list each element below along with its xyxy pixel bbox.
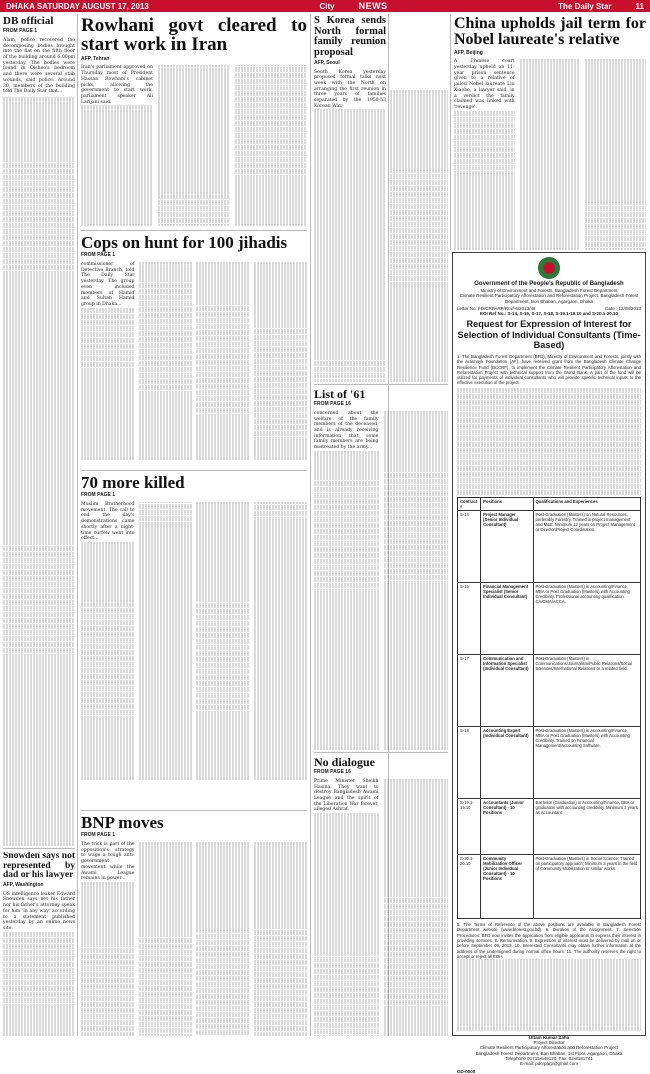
- article-body-lines: [314, 779, 448, 1036]
- article-body-lines: [3, 932, 75, 1036]
- bangladesh-govt-seal-icon: [538, 257, 560, 279]
- ad-ministry: Ministry of Environment and Forests, Bangladesh Forest Department: [480, 288, 618, 293]
- table-row: [458, 799, 641, 855]
- article-body-lines: [81, 502, 307, 780]
- ad-memo: Letter No: FD/CRPARP/Rcv/-6/2013/48: [457, 305, 536, 311]
- table-row: [458, 511, 641, 583]
- table-row: [458, 655, 641, 727]
- section-divider: [314, 752, 448, 753]
- signer-name: Uttam Kumar Saha: [528, 1034, 570, 1040]
- section-divider: [81, 230, 307, 231]
- article-text: commissioner of Detective Branch, told The Daily Star yesterday. The group even included members of Hamid and Sultan Hamid group in Dhaka...: [81, 262, 135, 307]
- page-number: 11: [635, 1, 644, 11]
- section-divider: [3, 848, 75, 849]
- cell-position: Financial Management Specialist (Senior Individual Consultant): [481, 583, 533, 655]
- article-list61: [314, 388, 448, 750]
- cell-contract: S-14: [458, 511, 481, 583]
- article-snowden: [3, 852, 75, 1036]
- cell-position: Project Manager (Senior Individual Consultant): [481, 511, 533, 583]
- article-skorea-cont: [390, 90, 448, 382]
- article-body-lines: [314, 411, 448, 750]
- byline: AFP, Seoul: [314, 59, 340, 66]
- col-position: Positions: [481, 498, 533, 511]
- headline: 70 more killed: [81, 474, 185, 492]
- byline: FROM PAGE 1: [81, 492, 116, 499]
- cell-qualification: Post-Graduation (Masters) in Communications/Journalism/Public Relations/Social Sciences/International Relations or a related field.: [533, 655, 640, 727]
- article-text: Prime Minister Sheikh Hasina. They want to destroy Bangladesh Awami League and the spirit of the Liberation War forever, alleged Ashraf.: [314, 778, 379, 813]
- article-body-lines: [3, 97, 75, 846]
- headline: BNP moves: [81, 814, 164, 832]
- masthead-bar: [0, 0, 650, 12]
- ad-notes: 5. The Terms of Reference of the above positions are available in Bangladesh Forest Department website (www.bforest.gov.bd). 6. Duration of the Assignment. 7. Selection Procedures: BFD now invites the application from eligible applicants to express their interest in providing services. 8. Remuneration. 9. Expression of interest must be delivered by mail on or before September 09, 2013. 10. Interested Consultants may obtain further information at the address of the undersigned during normal office hours. 11. The authority reserves the right to accept or reject all EOIs.: [457, 922, 641, 959]
- article-columns: [81, 65, 307, 226]
- byline: AFP, Washington: [3, 882, 44, 889]
- section-divider: [314, 384, 448, 385]
- cell-contract: S-19.1-19.10: [458, 799, 481, 855]
- article-body-lines: [314, 109, 386, 382]
- cell-qualification: Post-Graduation (Masters) in Accounting/Finance, MBA or Post Graduation (Masters) with Accounting Credibility. Professional accounting qualification CA/CMA/ACCA.: [533, 583, 640, 655]
- cell-position: Community Mobilization Officer (Junior Individual Consultant) - 10 Positions: [481, 855, 533, 919]
- headline: No dialogue: [314, 756, 376, 769]
- section-divider: [81, 810, 307, 811]
- section-city: City: [319, 1, 335, 11]
- cell-qualification: Bachelor (Graduation) in Accounting/Finance, BBA or graduation with accounting credibility. Minimum 3 years as Accountant.: [533, 799, 640, 855]
- table-header-row: [458, 498, 641, 511]
- headline: China upholds jail term for Nobel laureate's relative: [454, 16, 646, 49]
- government-advertisement: [452, 252, 646, 1074]
- ad-date: Date : 12/08/2013: [605, 305, 641, 311]
- headline: DB official: [3, 16, 54, 27]
- signer-telephone: Telephone 01715-649120, Fax: 02-8181741: [505, 1055, 593, 1061]
- signer-org: Climate Resilient Participatory Afforestation and Reforestation Project: [479, 1045, 619, 1051]
- byline: AFP, Tehran: [81, 55, 110, 62]
- byline: FROM PAGE 16: [314, 769, 351, 776]
- article-columns: [81, 842, 307, 1036]
- headline: Snowden says not represented by dad or his lawyer: [3, 852, 75, 881]
- cell-contract: S-15: [458, 583, 481, 655]
- article-rowhani: [81, 16, 307, 226]
- article-columns: [314, 411, 448, 750]
- article-seventy-killed: [81, 474, 307, 806]
- article-text: Iran's parliament approved on Thursday most of President Hassan Rowhani's cabinet picks, allowing the government to start work, parliament speaker Ali Larijani said.: [81, 65, 153, 105]
- article-bnp: [81, 814, 307, 1036]
- cell-contract: S-18: [458, 727, 481, 799]
- byline: FROM PAGE 16: [314, 401, 351, 408]
- article-text: The trick is part of the opposition's strategy to wage a tough anti-government movement while the Awami League remains in power...: [81, 842, 135, 882]
- headline: S Korea sends North formal family reunion proposal: [314, 16, 386, 59]
- ad-notes-lines: [457, 959, 641, 1031]
- article-text: Muslim Brotherhood movement. The call to end the day's demonstrations came shortly after a night-time curfew went into effect...: [81, 502, 135, 542]
- positions-table: [457, 497, 641, 919]
- article-db-official: [3, 16, 75, 846]
- table-row: [458, 727, 641, 799]
- ad-intro: 1. The Bangladesh Forest Department (BFD), Ministry of Environment and Forests, jointly with the Arannayk Foundation (AF), have received grant from the Bangladesh Climate Change Resilience Fund (BCCRF), to implement the Climate Resilient Participatory Afforestation and Reforestation Project with technical support from the World Bank. A part of the fund will be utilized for payments of individual consultants who will provide specific technical inputs to the effective execution of the project.: [457, 353, 641, 386]
- article-columns: [454, 59, 646, 250]
- masthead-date: DHAKA SATURDAY AUGUST 17, 2013: [6, 1, 149, 11]
- byline: AFP, Beijing: [454, 49, 483, 56]
- cell-position: Communication and Information Specialist (Individual Consultant): [481, 655, 533, 727]
- article-columns: [81, 502, 307, 780]
- ad-gov-title: Government of the People's Republic of Bangladesh: [474, 281, 624, 287]
- cell-contract: S-17: [458, 655, 481, 727]
- article-china: [454, 16, 646, 250]
- cell-contract: S-20.1-20.10: [458, 855, 481, 919]
- cell-position: Accountants (Junior Consultant) - 10 Positions: [481, 799, 533, 855]
- article-columns: [81, 262, 307, 460]
- headline: Rowhani govt cleared to start work in Iran: [81, 16, 307, 56]
- article-skorea: [314, 16, 386, 382]
- ad-eoi-ref: EOI Ref No.: S-14, S-15, S-17, S-18, S-19.1-19.10 and S-20.1-20.10: [479, 311, 619, 317]
- article-cops: [81, 234, 307, 466]
- headline: Cops on hunt for 100 jihadis: [81, 234, 288, 252]
- section-divider: [81, 470, 307, 471]
- cell-qualification: Post-Graduation (Masters) on Natural Resources, preferably Forestry. Trained in project management and M&E. Minimum 12 years on Project Management or Director/Project Coordination.: [533, 511, 640, 583]
- column-divider: [77, 14, 78, 1036]
- cell-qualification: Post-Graduation (Masters) in Social Science; Trained on participatory approach; Minimum 3 years in the field of Community Mobilization or similar works.: [533, 855, 640, 919]
- column-divider: [450, 14, 451, 250]
- signer-title: Project Director: [533, 1040, 565, 1046]
- article-columns: [314, 779, 448, 1036]
- byline: FROM PAGE 1: [3, 28, 38, 35]
- col-qualification: Qualifications and Experiences: [533, 498, 640, 511]
- ad-project: Climate Resilient Participatory Afforestation and Reforestation Project, Bangladesh Forest Department, Bon Bhaban, Agargaon, Dhaka: [459, 293, 639, 304]
- signer-email: E-mail: pdcrparp@gmail.com: [519, 1061, 579, 1067]
- article-text: Alam, police recovered the decomposing bodies brought into the flat on the fifth floor of the building around 6:00pm yesterday. The bodies were found in Oishee's bedroom and there were several stab wounds, said police. Around 30, members of the building told The Daily Star that...: [3, 37, 75, 95]
- table-row: [458, 583, 641, 655]
- article-no-dialogue: [314, 756, 448, 1036]
- ad-title: Request for Expression of Interest for Selection of Individual Consultants (Time-Based): [457, 319, 641, 351]
- byline: FROM PAGE 1: [81, 832, 116, 839]
- cell-position: Accounting Expert (Individual Consultant): [481, 727, 533, 799]
- table-row: [458, 855, 641, 919]
- paper-name: The Daily Star: [558, 1, 612, 11]
- column-divider: [310, 14, 311, 1036]
- byline: FROM PAGE 1: [81, 252, 116, 259]
- signer-address: Bangladesh Forest Department, Ban Bhaban, 1st Floor, Agargaon, Dhaka: [475, 1050, 623, 1056]
- headline: List of '61: [314, 388, 366, 401]
- article-text: US intelligence leaker Edward Snowden says not his father nor his father's attorney speak for him 'in any way' according to a statement published yesterday by an online news site.: [3, 891, 75, 931]
- article-text: concerned about the welfare of the family members of the deceased, and is already receiving information that some family members are being mistreated by the army...: [314, 410, 379, 451]
- col-contract: Contract #: [458, 498, 481, 511]
- section-news: NEWS: [358, 1, 388, 11]
- cell-qualification: Post-Graduation (Masters) in Accounting/Finance, MBA or Post Graduation (Masters) with Accounting Credibility. Trained on Financial Management/Accounting Software.: [533, 727, 640, 799]
- ad-gd-number: GD-0000: [457, 1068, 476, 1074]
- article-text: South Korea yesterday proposed formal talks next week with the North on arranging the first reunion in three years of families separated by the 1950-53 Korean War.: [314, 69, 386, 109]
- ad-intro-lines: [457, 388, 641, 495]
- article-text: A Chinese court yesterday upheld an 11-year prison sentence given to a relative of jailed Nobel laureate Liu Xiaobo, a lawyer said, in a verdict the family claimed was linked with 'revenge'.: [454, 59, 515, 110]
